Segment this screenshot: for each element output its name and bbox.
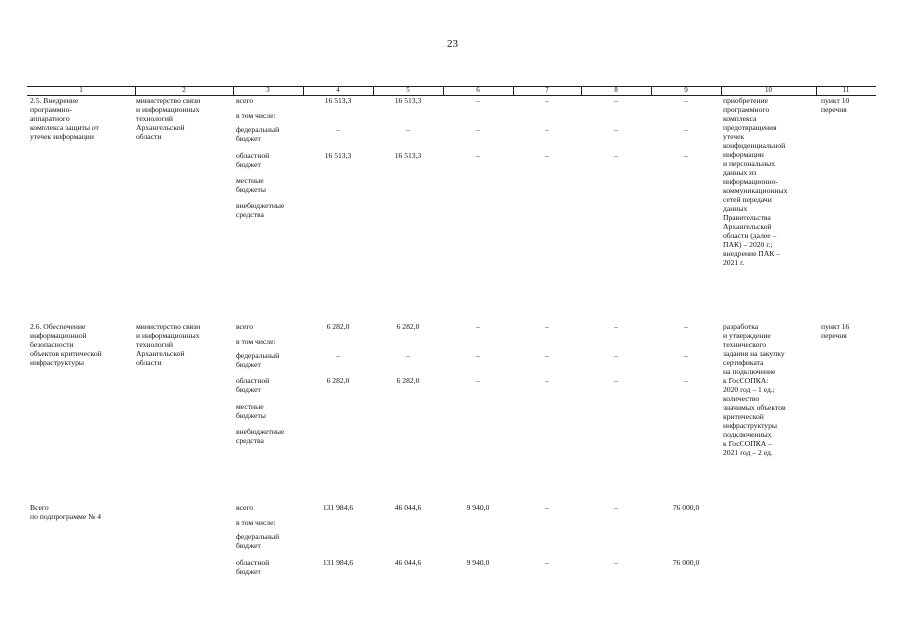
value-federal-col6: – xyxy=(476,125,480,134)
total-label: Всего по подпрограмме № 4 xyxy=(30,503,102,521)
value-regional-col5: 6 282,0 xyxy=(396,376,420,385)
value-regional-col6: – xyxy=(476,151,480,160)
value-total-col4: 6 282,0 xyxy=(326,322,350,331)
value-federal-col9: – xyxy=(684,125,688,134)
header-col-7: 7 xyxy=(545,86,549,94)
source-regional: областной бюджет xyxy=(236,151,270,169)
source-local: местные бюджеты xyxy=(236,402,266,420)
value-regional-col6: – xyxy=(476,376,480,385)
value-total-col9: 76 000,0 xyxy=(672,503,700,512)
value-total-col7: – xyxy=(545,322,549,331)
source-extrabudget: внебюджетные средства xyxy=(236,427,285,445)
source-local: местные бюджеты xyxy=(236,176,266,194)
header-col-3: 3 xyxy=(266,86,270,94)
value-total-col5: 6 282,0 xyxy=(396,322,420,331)
source-total: всего xyxy=(236,96,254,105)
value-regional-col9: – xyxy=(684,376,688,385)
source-federal: федеральный бюджет xyxy=(236,532,280,550)
expected-result: разработка и утверждение технического задания на закупку сертификата на подключение к ГосСОПКА: 2020 год – 1 ед.; количество значимых объектов критической инфраструктуры подключенных к ГосСОПКА – 2021 год – 2 ед. xyxy=(723,322,786,457)
list-reference: пункт 10 перечня xyxy=(821,96,850,114)
value-total-col8: – xyxy=(614,503,618,512)
value-regional-col8: – xyxy=(614,376,618,385)
value-total-col6: 9 940,0 xyxy=(466,503,490,512)
value-federal-col5: – xyxy=(406,351,410,360)
source-total: всего xyxy=(236,322,254,331)
header-col-10: 10 xyxy=(765,86,772,94)
source-federal: федеральный бюджет xyxy=(236,351,280,369)
value-total-col9: – xyxy=(684,96,688,105)
header-col-5: 5 xyxy=(406,86,410,94)
value-regional-col7: – xyxy=(545,558,549,567)
value-total-col8: – xyxy=(614,96,618,105)
source-including: в том числе: xyxy=(236,518,276,527)
value-regional-col5: 46 044,6 xyxy=(394,558,422,567)
value-total-col4: 131 984,6 xyxy=(322,503,354,512)
header-col-6: 6 xyxy=(476,86,480,94)
value-federal-col7: – xyxy=(545,125,549,134)
value-regional-col8: – xyxy=(614,558,618,567)
header-col-8: 8 xyxy=(614,86,618,94)
value-regional-col4: 16 513,3 xyxy=(324,151,352,160)
source-total: всего xyxy=(236,503,254,512)
value-regional-col6: 9 940,0 xyxy=(466,558,490,567)
value-regional-col7: – xyxy=(545,376,549,385)
measure-name: 2.5. Внедрение программно- аппаратного комплекса защиты от утечек информации xyxy=(30,96,99,141)
value-regional-col8: – xyxy=(614,151,618,160)
value-federal-col9: – xyxy=(684,351,688,360)
header-col-2: 2 xyxy=(182,86,186,94)
source-extrabudget: внебюджетные средства xyxy=(236,201,285,219)
value-total-col5: 16 513,3 xyxy=(394,96,422,105)
value-regional-col7: – xyxy=(545,151,549,160)
value-federal-col8: – xyxy=(614,125,618,134)
source-regional: областной бюджет xyxy=(236,558,270,576)
page-number: 23 xyxy=(447,38,458,50)
value-total-col9: – xyxy=(684,322,688,331)
executor: министерство связи и информационных технологий Архангельской области xyxy=(136,96,201,141)
value-total-col4: 16 513,3 xyxy=(324,96,352,105)
value-total-col6: – xyxy=(476,322,480,331)
value-total-col5: 46 044,6 xyxy=(394,503,422,512)
value-federal-col6: – xyxy=(476,351,480,360)
header-col-11: 11 xyxy=(842,86,850,94)
executor: министерство связи и информационных технологий Архангельской области xyxy=(136,322,201,367)
value-regional-col4: 6 282,0 xyxy=(326,376,350,385)
value-regional-col9: – xyxy=(684,151,688,160)
source-including: в том числе: xyxy=(236,337,276,346)
header-col-4: 4 xyxy=(336,86,340,94)
expected-result: приобретение программного комплекса предотвращения утечек конфиденциальной информации и персональных данных из информационно- коммуникационных сетей передачи данных Правительства Архангельской области (далее – ПАК) – 2020 г.; внедрение ПАК – 2021 г. xyxy=(723,96,788,267)
value-total-col6: – xyxy=(476,96,480,105)
value-regional-col5: 16 513,3 xyxy=(394,151,422,160)
value-federal-col8: – xyxy=(614,351,618,360)
value-regional-col4: 131 984,6 xyxy=(322,558,354,567)
value-federal-col5: – xyxy=(406,125,410,134)
value-federal-col4: – xyxy=(336,125,340,134)
value-total-col8: – xyxy=(614,322,618,331)
measure-name: 2.6. Обеспечение информационной безопасности объектов критической инфраструктуры xyxy=(30,322,102,367)
value-federal-col7: – xyxy=(545,351,549,360)
source-federal: федеральный бюджет xyxy=(236,125,280,143)
header-col-9: 9 xyxy=(684,86,688,94)
table-header xyxy=(27,86,876,96)
value-federal-col4: – xyxy=(336,351,340,360)
source-including: в том числе: xyxy=(236,111,276,120)
value-total-col7: – xyxy=(545,503,549,512)
list-reference: пункт 16 перечня xyxy=(821,322,850,340)
value-total-col7: – xyxy=(545,96,549,105)
header-col-1: 1 xyxy=(79,86,83,94)
value-regional-col9: 76 000,0 xyxy=(672,558,700,567)
source-regional: областной бюджет xyxy=(236,376,270,394)
